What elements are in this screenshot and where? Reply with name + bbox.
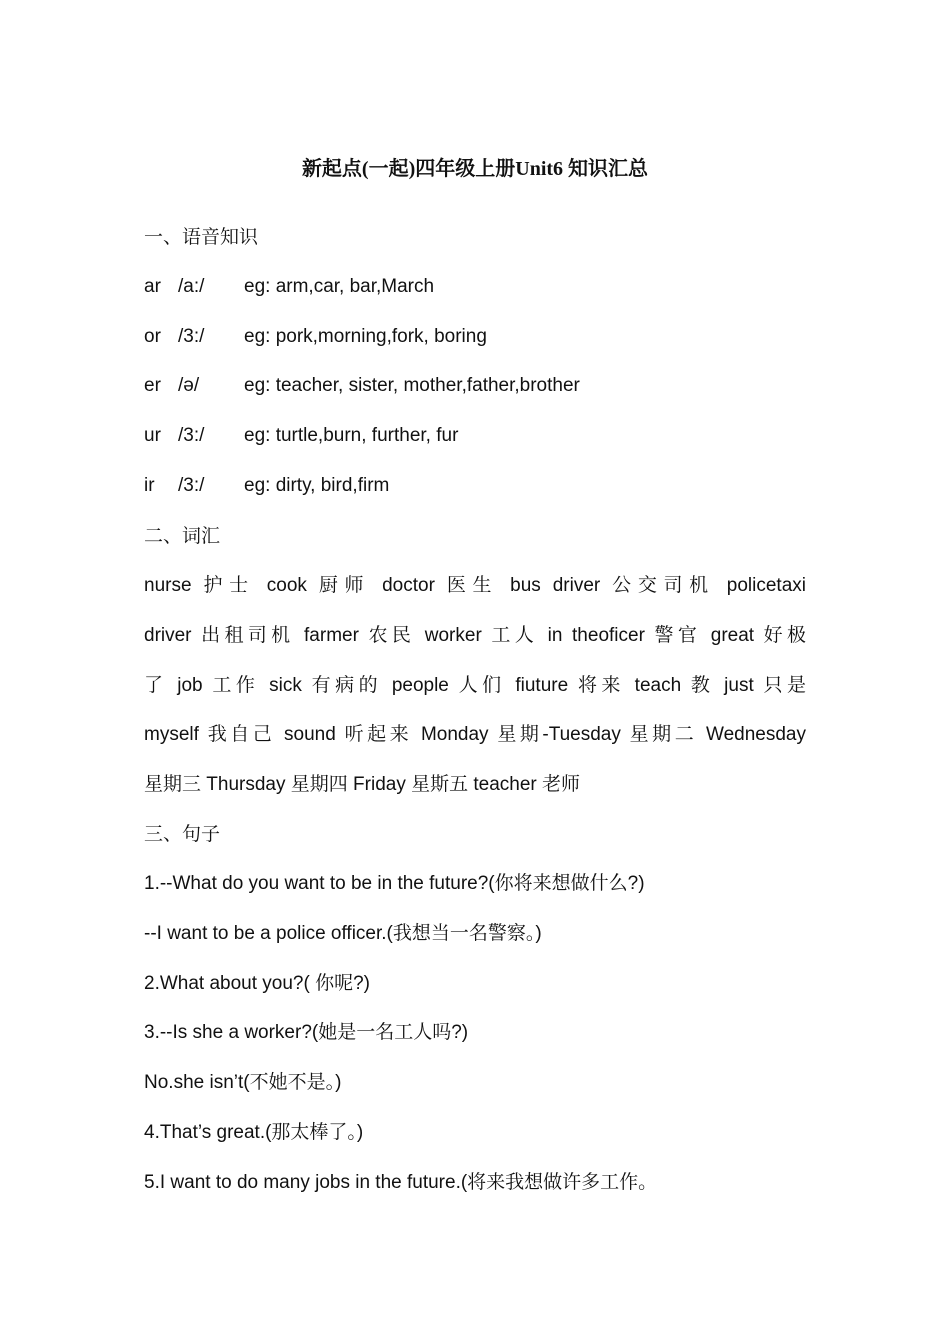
phonics-examples: eg: arm,car, bar,March [244,276,435,297]
phonics-ipa: /ə/ [178,375,200,396]
sentence-line: 2.What about you?( 你呢?) [144,973,370,994]
vocabulary-line: 了 job 工作 sick 有病的 people 人们 fiuture 将来 teach 教 just 只是 [144,675,806,696]
sentence-line: 5.I want to do many jobs in the future.(将来我想做许多工作。 [144,1172,658,1193]
phonics-ipa: /3:/ [178,326,205,347]
sentence-line: No.she isn’t(不她不是。) [144,1072,342,1093]
sentence-line: --I want to be a police officer.(我想当一名警察。) [144,923,542,944]
phonics-examples: eg: pork,morning,fork, boring [244,326,487,347]
sentence-line: 4.That’s great.(那太棒了。) [144,1122,364,1143]
phonics-examples: eg: teacher, sister, mother,father,brother [244,375,580,396]
phonics-ipa: /a:/ [178,276,205,297]
phonics-letters: ur [144,425,161,446]
vocabulary-line: nurse 护士 cook 厨师 doctor 医生 bus driver 公交司机 policetaxi [144,575,806,596]
phonics-ipa: /3:/ [178,425,205,446]
phonics-letters: or [144,326,161,347]
section-heading-vocabulary: 二、词汇 [144,526,221,547]
phonics-letters: ir [144,475,155,496]
section-heading-phonics: 一、语音知识 [144,227,259,248]
vocabulary-line: driver 出租司机 farmer 农民 worker 工人 in theoficer 警官 great 好极 [144,625,806,646]
phonics-ipa: /3:/ [178,475,205,496]
phonics-examples: eg: dirty, bird,firm [244,475,390,496]
sentence-line: 3.--Is she a worker?(她是一名工人吗?) [144,1022,469,1043]
section-heading-sentences: 三、句子 [144,824,221,845]
vocabulary-line: myself 我自己 sound 听起来 Monday 星期-Tuesday 星期二 Wednesday [144,724,806,745]
sentence-line: 1.--What do you want to be in the future?(你将来想做什么?) [144,873,645,894]
document-title: 新起点(一起)四年级上册Unit6 知识汇总 [301,158,649,180]
phonics-letters: er [144,375,161,396]
phonics-examples: eg: turtle,burn, further, fur [244,425,459,446]
phonics-letters: ar [144,276,161,297]
vocabulary-line: 星期三 Thursday 星期四 Friday 星斯五 teacher 老师 [144,774,581,795]
